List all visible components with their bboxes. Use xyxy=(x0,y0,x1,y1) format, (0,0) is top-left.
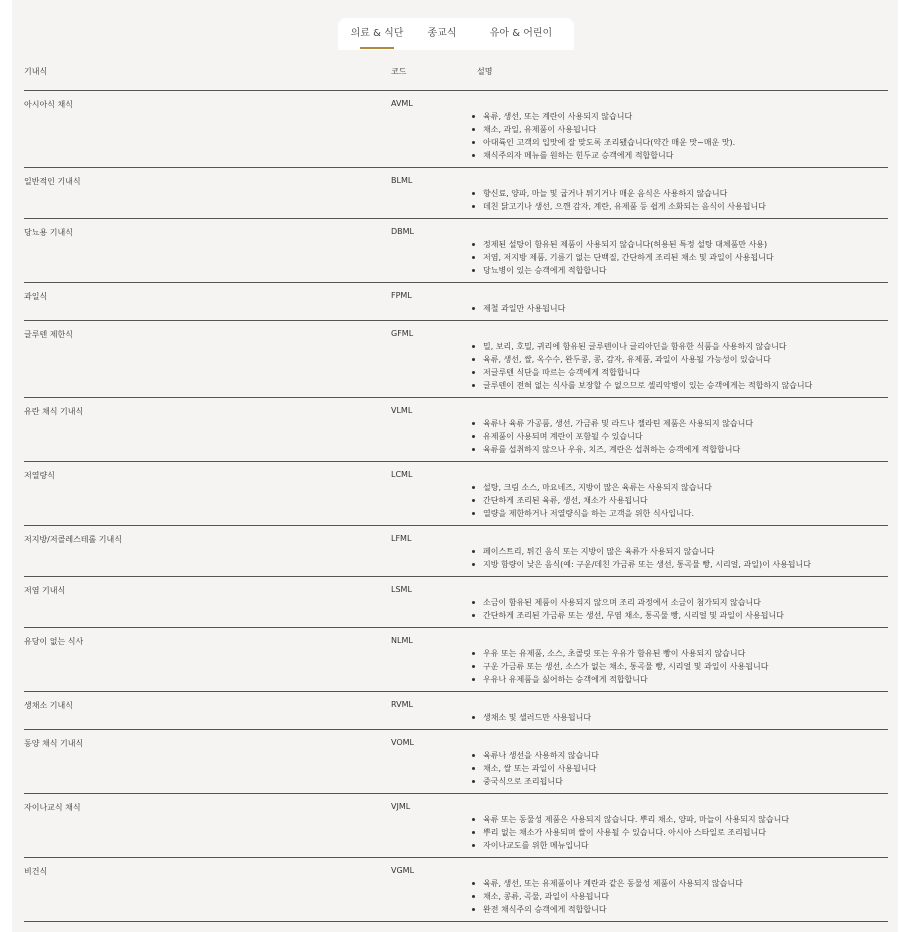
list-item: 육류 또는 동물성 제품은 사용되지 않습니다. 뿌리 채소, 양파, 마늘이 사용되지 않습니다 xyxy=(482,813,888,826)
meal-name: 유당이 없는 식사 xyxy=(24,637,84,646)
meal-name: 자이나교식 채식 xyxy=(24,803,81,812)
list-item: 간단하게 조리된 육류, 생선, 채소가 사용됩니다 xyxy=(482,494,888,507)
meal-name: 유란 채식 기내식 xyxy=(24,407,84,416)
tab-religious[interactable]: 종교식 xyxy=(427,28,457,39)
table-row xyxy=(24,794,888,858)
list-item: 채소, 쌀 또는 과일이 사용됩니다 xyxy=(482,762,888,775)
meal-code: VOML xyxy=(391,738,414,747)
list-item: 지방 함량이 낮은 음식(예: 구운/데친 가금류 또는 생선, 통곡물 빵, 시리얼, 과일)이 사용됩니다 xyxy=(482,558,888,571)
list-item: 정제된 설탕이 함유된 제품이 사용되지 않습니다(허용된 특정 설탕 대체품만 사용) xyxy=(482,238,888,251)
table-row xyxy=(24,730,888,794)
table-row xyxy=(24,692,888,730)
meal-description-list xyxy=(24,692,888,729)
list-item: 육류, 생선, 쌀, 옥수수, 완두콩, 콩, 감자, 유제품, 과일이 사용될 가능성이 있습니다 xyxy=(482,353,888,366)
table-row xyxy=(24,628,888,692)
list-item: 설탕, 크림 소스, 마요네즈, 지방이 많은 육류는 사용되지 않습니다 xyxy=(482,481,888,494)
list-item: 뿌리 없는 채소가 사용되며 쌀이 사용될 수 있습니다. 아시아 스타일로 조리됩니다 xyxy=(482,826,888,839)
list-item: 중국식으로 조리됩니다 xyxy=(482,775,888,788)
header-name: 기내식 xyxy=(24,67,48,76)
table-row xyxy=(24,526,888,577)
list-item: 육류를 섭취하지 않으나 우유, 치즈, 계란은 섭취하는 승객에게 적합합니다 xyxy=(482,443,888,456)
list-item: 채소, 콩류, 곡물, 과일이 사용됩니다 xyxy=(482,890,888,903)
list-item: 글루텐이 전혀 없는 식사를 보장할 수 없으므로 셀리악병이 있는 승객에게는 적합하지 않습니다 xyxy=(482,379,888,392)
table-row xyxy=(24,462,888,526)
table-row xyxy=(24,283,888,321)
meal-description-list xyxy=(24,168,888,218)
meal-description-list xyxy=(24,321,888,397)
list-item: 밀, 보리, 호밀, 귀리에 함유된 글루텐이나 글리아딘을 함유한 식품을 사용하지 않습니다 xyxy=(482,340,888,353)
meal-description-list xyxy=(24,577,888,627)
table-row xyxy=(24,858,888,922)
meal-description-list xyxy=(24,628,888,691)
meal-name: 일반적인 기내식 xyxy=(24,177,81,186)
list-item: 자이나교도를 위한 메뉴입니다 xyxy=(482,839,888,852)
meal-code: BLML xyxy=(391,176,413,185)
meal-description-list xyxy=(24,462,888,525)
meal-code: RVML xyxy=(391,700,413,709)
table-body xyxy=(24,91,888,922)
meal-name: 과일식 xyxy=(24,292,48,301)
list-item: 채식주의자 메뉴를 원하는 힌두교 승객에게 적합합니다 xyxy=(482,149,888,162)
meal-code: GFML xyxy=(391,329,414,338)
list-item: 완전 채식주의 승객에게 적합합니다 xyxy=(482,903,888,916)
table-header xyxy=(24,60,888,91)
list-item: 저글루텐 식단을 따르는 승객에게 적합합니다 xyxy=(482,366,888,379)
meal-description-list xyxy=(24,794,888,857)
list-item: 육류, 생선, 또는 유제품이나 계란과 같은 동물성 제품이 사용되지 않습니다 xyxy=(482,877,888,890)
list-item: 아대륙인 고객의 입맛에 잘 맞도록 조리됐습니다(약간 매운 맛~매운 맛). xyxy=(482,136,888,149)
list-item: 육류나 생선을 사용하지 않습니다 xyxy=(482,749,888,762)
meal-code: LCML xyxy=(391,470,413,479)
list-item: 유제품이 사용되며 계란이 포함될 수 있습니다 xyxy=(482,430,888,443)
list-item: 열량을 제한하거나 저열량식을 하는 고객을 위한 식사입니다. xyxy=(482,507,888,520)
list-item: 생채소 및 샐러드만 사용됩니다 xyxy=(482,711,888,724)
list-item: 우유나 유제품을 싫어하는 승객에게 적합합니다 xyxy=(482,673,888,686)
meal-code: VGML xyxy=(391,866,415,875)
meal-name: 생채소 기내식 xyxy=(24,701,73,710)
meal-name: 저염 기내식 xyxy=(24,586,66,595)
meal-code: VLML xyxy=(391,406,413,415)
table-row xyxy=(24,321,888,398)
meal-name: 글루텐 제한식 xyxy=(24,330,73,339)
list-item: 저염, 저지방 제품, 기름기 없는 단백질, 간단하게 조리된 채소 및 과일이 사용됩니다 xyxy=(482,251,888,264)
tab-infant-child[interactable]: 유아 & 어린이 xyxy=(489,28,553,39)
meal-code: NLML xyxy=(391,636,413,645)
table-row xyxy=(24,91,888,168)
table-row xyxy=(24,219,888,283)
list-item: 육류나 육류 가공품, 생선, 가금류 및 라드나 젤라틴 제품은 사용되지 않습니다 xyxy=(482,417,888,430)
list-item: 간단하게 조리된 가금류 또는 생선, 무염 채소, 통곡물 빵, 시리얼 및 과일이 사용됩니다 xyxy=(482,609,888,622)
meal-code: VJML xyxy=(391,802,411,811)
meal-name: 비건식 xyxy=(24,867,48,876)
table-row xyxy=(24,398,888,462)
header-desc: 설명 xyxy=(477,67,493,76)
meal-category-tabs xyxy=(338,18,574,50)
meal-code: DBML xyxy=(391,227,415,236)
tab-medical-diet[interactable]: 의료 & 식단 xyxy=(338,18,416,50)
meal-code: AVML xyxy=(391,99,413,108)
list-item: 페이스트리, 튀긴 음식 또는 지방이 많은 육류가 사용되지 않습니다 xyxy=(482,545,888,558)
meal-description-list xyxy=(24,91,888,167)
meal-code: LFML xyxy=(391,534,412,543)
meal-description-list xyxy=(24,730,888,793)
meal-code: LSML xyxy=(391,585,412,594)
meal-name: 당뇨용 기내식 xyxy=(24,228,73,237)
list-item: 구운 가금류 또는 생선, 소스가 없는 채소, 통곡물 빵, 시리얼 및 과일이 사용됩니다 xyxy=(482,660,888,673)
list-item: 제철 과일만 사용됩니다 xyxy=(482,302,888,315)
header-code: 코드 xyxy=(391,67,407,76)
meal-table xyxy=(24,60,888,922)
table-row xyxy=(24,168,888,219)
list-item: 육류, 생선, 또는 계란이 사용되지 않습니다 xyxy=(482,110,888,123)
list-item: 채소, 과일, 유제품이 사용됩니다 xyxy=(482,123,888,136)
meal-description-list xyxy=(24,858,888,921)
meal-description-list xyxy=(24,398,888,461)
meal-name: 저지방/저콜레스테롤 기내식 xyxy=(24,535,122,544)
list-item: 향신료, 양파, 마늘 및 굽거나 튀기거나 매운 음식은 사용하지 않습니다 xyxy=(482,187,888,200)
meal-name: 동양 채식 기내식 xyxy=(24,739,84,748)
list-item: 우유 또는 유제품, 소스, 초콜릿 또는 우유가 함유된 빵이 사용되지 않습니다 xyxy=(482,647,888,660)
list-item: 당뇨병이 있는 승객에게 적합합니다 xyxy=(482,264,888,277)
list-item: 소금이 함유된 제품이 사용되지 않으며 조리 과정에서 소금이 첨가되지 않습니다 xyxy=(482,596,888,609)
meal-name: 아시아식 채식 xyxy=(24,100,73,109)
meal-name: 저열량식 xyxy=(24,471,55,480)
table-row xyxy=(24,577,888,628)
list-item: 데친 닭고기나 생선, 으깬 감자, 계란, 유제품 등 쉽게 소화되는 음식이 사용됩니다 xyxy=(482,200,888,213)
meal-description-list xyxy=(24,526,888,576)
meal-code: FPML xyxy=(391,291,412,300)
meal-description-list xyxy=(24,283,888,320)
meal-description-list xyxy=(24,219,888,282)
